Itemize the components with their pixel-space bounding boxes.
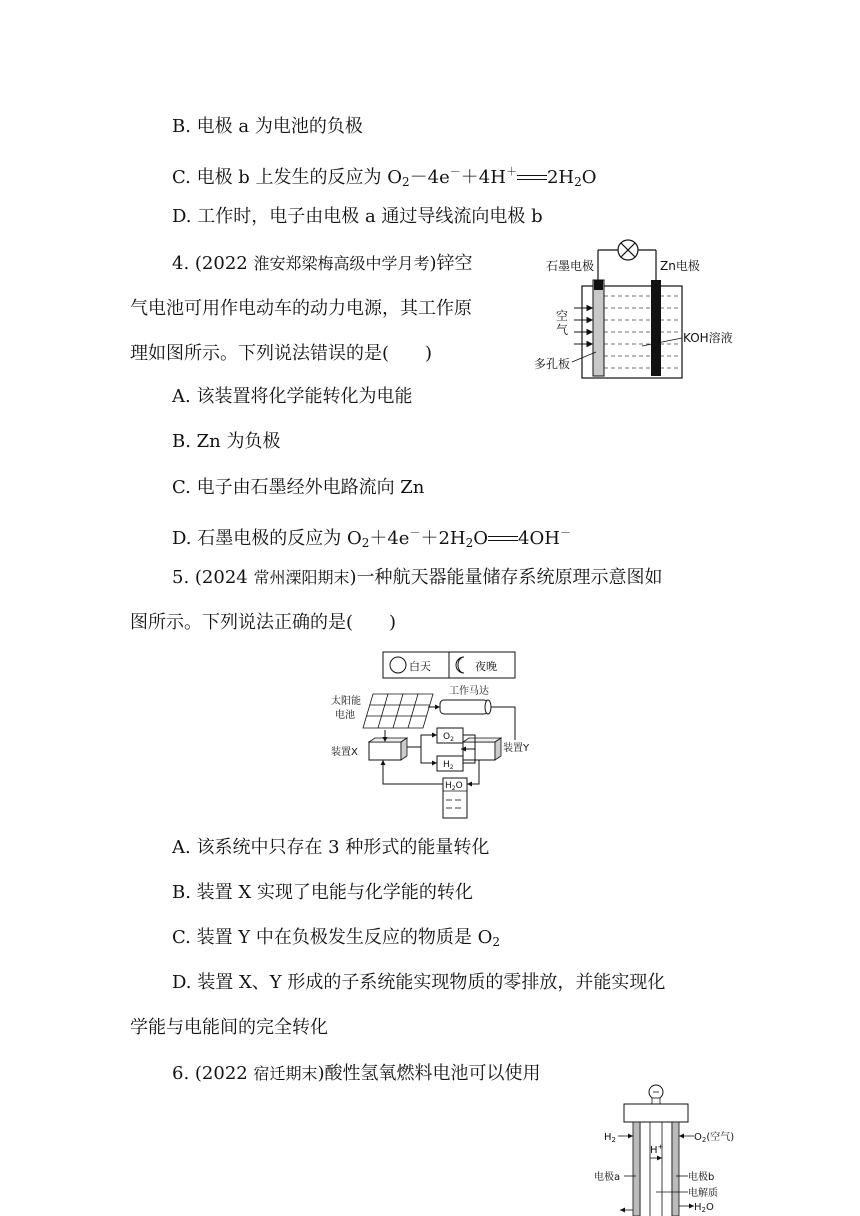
q3-option-c-text: ＋4H xyxy=(460,167,506,188)
q3-option-c-text: 2H xyxy=(546,167,575,188)
question-source: 淮安郑梁梅高级中学月考 xyxy=(253,254,430,273)
q3-option-d: D. 工作时，电子由电极 a 通过导线流向电极 b xyxy=(172,206,543,227)
q5-option-d-line1: D. 装置 X、Y 形成的子系统能实现物质的零排放，并能实现化 xyxy=(172,972,666,993)
superscript: ＋ xyxy=(505,165,517,178)
zinc-electrode xyxy=(651,280,661,376)
q4-option-c: C. 电子由石墨经外电路流向 Zn xyxy=(172,477,425,498)
device-y xyxy=(463,742,495,760)
label-porous: 多孔板 xyxy=(534,357,571,371)
motor xyxy=(440,700,488,714)
label-air-1: 空 xyxy=(556,309,569,323)
equals-sign xyxy=(488,534,518,544)
label-hplus: H+ xyxy=(650,1143,664,1156)
subscript: 2 xyxy=(361,536,370,550)
label-o2: $O_2$(空气) xyxy=(694,1132,735,1144)
superscript: － xyxy=(409,526,421,539)
label-electrolyte: 电解质 xyxy=(688,1188,718,1199)
label-device-y: 装置Y xyxy=(503,743,530,754)
q5-option-a: A. 该系统中只存在 3 种形式的能量转化 xyxy=(172,837,490,858)
q5-option-b: B. 装置 X 实现了电能与化学能的转化 xyxy=(172,882,473,903)
q3-option-c-text: C. 电极 b 上发生的反应为 O xyxy=(172,167,403,188)
label-electrode-a: 电极a xyxy=(594,1172,621,1183)
label-motor: 工作马达 xyxy=(449,686,489,697)
label-device-x: 装置X xyxy=(331,747,358,758)
graphite-electrode xyxy=(593,280,604,376)
zinc-air-battery-figure xyxy=(530,236,750,386)
q4-option-d-text: O xyxy=(473,528,489,549)
q3-option-c-text: O xyxy=(581,167,597,188)
question-number: 6. (2022 xyxy=(172,1063,254,1084)
q4-stem-line3: 理如图所示。下列说法错误的是( ) xyxy=(130,343,433,364)
q4-stem-line2: 气电池可用作电动车的动力电源，其工作原 xyxy=(130,298,472,319)
q5-stem-text: )一种航天器能量储存系统原理示意图如 xyxy=(349,567,663,588)
label-solar-1: 太阳能 xyxy=(331,696,361,707)
label-h2o: $H_2O$ xyxy=(445,781,463,792)
q3-option-b: B. 电极 a 为电池的负极 xyxy=(172,116,363,137)
hydrogen-fuel-cell-figure xyxy=(590,1080,750,1216)
label-h2o: $H_2O$ xyxy=(694,1202,714,1214)
equals-sign xyxy=(517,173,547,183)
q3-option-c xyxy=(172,160,597,194)
q5-option-c xyxy=(172,926,500,954)
question-number: 5. (2024 xyxy=(172,567,254,588)
question-number: 4. (2022 xyxy=(172,253,254,274)
question-source: 常州溧阳期末 xyxy=(253,568,350,587)
q4-stem-line1 xyxy=(172,252,473,276)
label-zn: Zn电极 xyxy=(660,259,700,273)
question-source: 宿迁期末 xyxy=(253,1064,318,1083)
q5-option-d-line2: 学能与电能间的完全转化 xyxy=(130,1017,328,1038)
spacecraft-energy-system-figure xyxy=(325,648,530,823)
subscript: 2 xyxy=(402,175,410,189)
q3-option-c-text: －4e xyxy=(409,167,450,188)
label-night: 夜晚 xyxy=(475,660,497,673)
superscript: － xyxy=(559,526,571,539)
q4-option-b: B. Zn 为负极 xyxy=(172,431,281,452)
q4-option-d-text: ＋4e xyxy=(369,528,410,549)
q5-stem-line2: 图所示。下列说法正确的是( ) xyxy=(130,612,397,633)
q5-option-c-text: C. 装置 Y 中在负极发生反应的物质是 O xyxy=(172,927,493,948)
subscript: 2 xyxy=(465,536,474,550)
q6-stem-text: )酸性氢氧燃料电池可以使用 xyxy=(317,1063,541,1084)
label-air-2: 气 xyxy=(556,323,569,337)
q5-stem-line1 xyxy=(172,566,663,590)
superscript: － xyxy=(449,165,461,178)
q4-option-a: A. 该装置将化学能转化为电能 xyxy=(172,386,413,407)
q4-option-d-text: D. 石墨电极的反应为 O xyxy=(172,528,362,549)
label-graphite: 石墨电极 xyxy=(546,259,595,273)
label-koh: KOH溶液 xyxy=(683,331,733,345)
device-x xyxy=(369,742,401,760)
label-h2: $H_2$ xyxy=(604,1132,616,1144)
label-solar-2: 电池 xyxy=(335,710,355,721)
label-h2: $H_2$ xyxy=(443,760,454,771)
q4-option-d-text: 4OH xyxy=(518,528,560,549)
label-electrode-b: 电极b xyxy=(688,1172,715,1183)
subscript: 2 xyxy=(492,935,501,949)
electrode-a xyxy=(633,1122,640,1216)
label-day: 白天 xyxy=(409,660,431,673)
q6-stem-line1 xyxy=(172,1062,541,1086)
q4-option-d-text: ＋2H xyxy=(420,528,466,549)
q4-option-d xyxy=(172,521,571,555)
label-o2: $O_2$ xyxy=(443,732,454,743)
solar-panel-icon xyxy=(363,694,433,728)
q4-stem-text: )锌空 xyxy=(429,253,473,274)
electrode-b xyxy=(672,1122,679,1216)
subscript: 2 xyxy=(574,175,582,189)
